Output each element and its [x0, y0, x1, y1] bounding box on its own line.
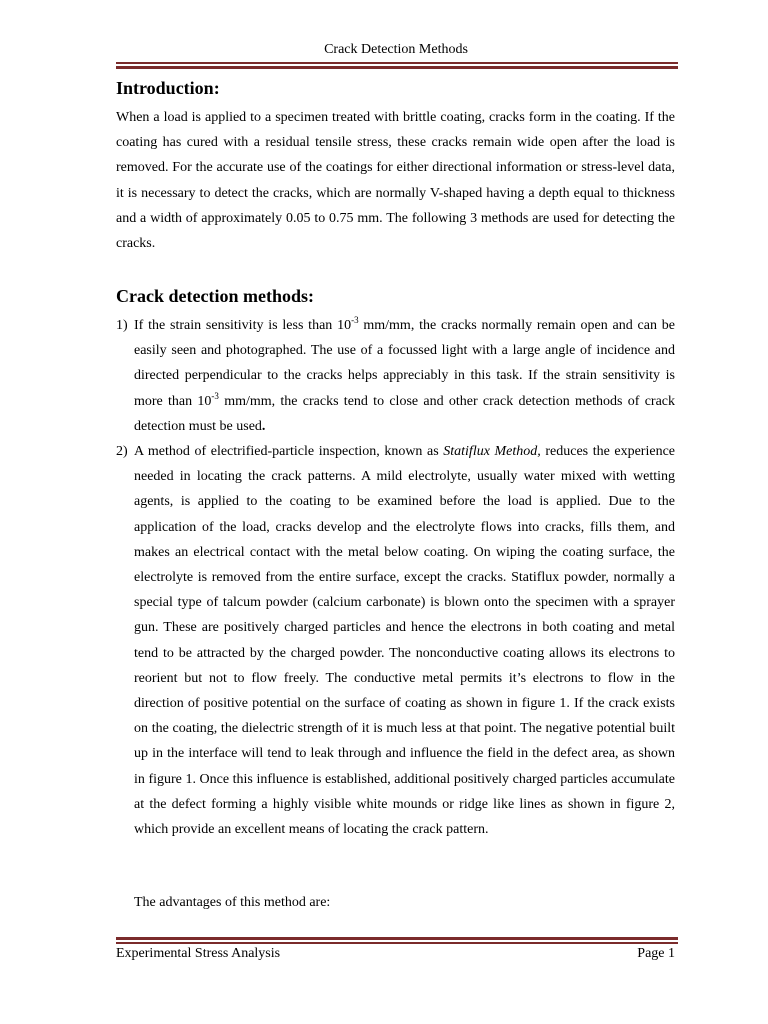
header-rule	[116, 62, 678, 69]
item1-text-3: mm/mm, the cracks tend to close and other crack detection methods of crack detection must be used	[134, 393, 675, 434]
list-item-number: 1)	[116, 318, 128, 333]
item2-text-2: reduces the experience needed in locating the crack patterns. A mild electrolyte, usually water mixed with wetting agents, is applied to the coating to be examined before the load is applied. Due to the application of the load, cracks develop and the electrolyte flows into cracks, fills them, and makes an electrical contact with the metal below coating. On wiping the coating surface, the electrolyte is removed from the entire surface, except the cracks. Statiflux powder, normally a special type of talcum powder (calcium carbonate) is blown onto the specimen with a sprayer gun. These are positively charged particles and hence the electrons in both coating and metal tend to be attracted by the charged powder. The nonconductive coating allows its electrons to reorient but not to flow freely. The conductive metal permits it’s electrons to flow in the direction of positive potential on the surface of coating as shown in figure 1. If the crack exists on the coating, the dielectric strength of it is much less at that point. The negative potential built up in the interface will tend to leak through and influence the field in the defect area, as shown in figure 1. Once this influence is established, additional positively charged particles accumulate at the defect forming a highly visible white mounds or ridge like lines as shown in figure 2, which provide an excellent means of locating the crack pattern.	[134, 444, 676, 838]
item1-end: .	[261, 418, 266, 434]
methods-list	[116, 313, 675, 842]
item2-text-1: A method of electrified-particle inspection, known as	[134, 444, 444, 460]
footer-rule	[116, 937, 678, 944]
item1-text-1: If the strain sensitivity is less than 10	[134, 318, 352, 333]
list-item	[116, 439, 675, 842]
statiflux-method-name: Statiflux Method,	[443, 444, 541, 460]
footer-page-number: Page 1	[637, 946, 675, 961]
footer-course-title: Experimental Stress Analysis	[116, 946, 281, 961]
introduction-paragraph: When a load is applied to a specimen treated with brittle coating, cracks form in the coating. If the coating has cured with a residual tensile stress, these cracks remain wide open after the load is removed. For the accurate use of the coatings for either directional information or stress-level data, it is necessary to detect the cracks, which are normally V-shaped having a depth equal to thickness and a width of approximately 0.05 to 0.75 mm. The following 3 methods are used for detecting the cracks.	[116, 110, 675, 252]
page-header-title: Crack Detection Methods	[324, 42, 468, 57]
list-item-number: 2)	[116, 444, 128, 460]
methods-heading: Crack detection methods:	[116, 286, 314, 306]
introduction-heading: Introduction:	[116, 78, 220, 98]
item1-exponent-2: -3	[211, 390, 219, 401]
list-item	[116, 313, 675, 439]
item1-exponent-1: -3	[351, 315, 359, 325]
item1-text-2: mm/mm, the cracks normally remain open and can be easily seen and photographed. The use of a focussed light with a large angle of incidence and directed perpendicular to the cracks helps appreciably in this task. If the strain sensitivity is more than 10	[134, 318, 675, 409]
advantages-intro: The advantages of this method are:	[134, 895, 331, 910]
